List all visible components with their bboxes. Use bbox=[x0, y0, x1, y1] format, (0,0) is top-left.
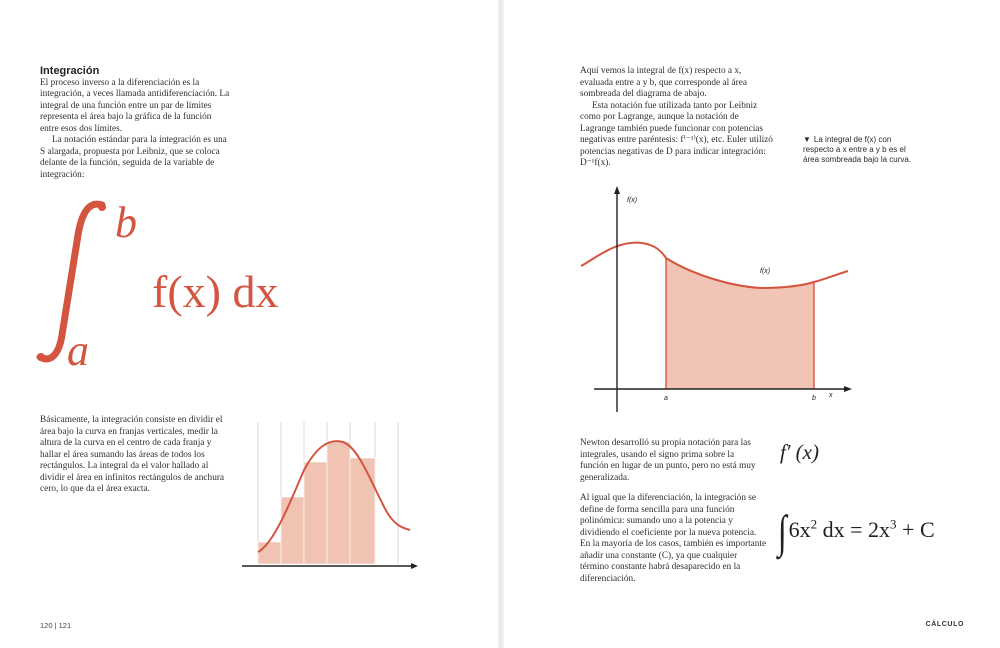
newton-paragraph: Newton desarrolló su propia notación para las integrales, usando el signo prima sobre la función en lugar de un punto, pero no está muy generalizada. bbox=[580, 438, 756, 483]
caption-text: La integral de f(x) con respecto a x entre a y b es el área sombreada bajo la curva. bbox=[803, 135, 912, 164]
integral-explanation-paragraph: Aquí vemos la integral de f(x) respecto a x, evaluada entre a y b, que corresponde al área sombreada del diagrama de abajo. bbox=[580, 66, 747, 99]
polynomial-formula bbox=[776, 505, 935, 558]
integral-sign-icon: ∫ bbox=[777, 506, 787, 557]
riemann-rect-1 bbox=[258, 542, 281, 564]
right-intro-text-block bbox=[580, 66, 776, 170]
page-numbers: 120 | 121 bbox=[40, 621, 72, 630]
intro-paragraph: El proceso inverso a la diferenciación es la integración, a veces llamada antidiferenciación. La integral de una función entre un par de límites representa el área bajo la gráfica de la función entre esos dos límites. bbox=[40, 77, 230, 134]
page-gutter bbox=[498, 0, 504, 648]
riemann-rect-4 bbox=[327, 442, 350, 564]
big-integral-formula bbox=[30, 195, 320, 380]
a-label: a bbox=[664, 395, 668, 402]
riemann-rect-5 bbox=[350, 458, 375, 564]
notation-paragraph: La notación estándar para la integración es una S alargada, propuesta por Leibniz, que se coloca delante de la función, seguida de la variable de integración: bbox=[40, 135, 227, 180]
section-label: CÁLCULO bbox=[925, 621, 964, 628]
b-label: b bbox=[812, 395, 816, 402]
newton-text-block bbox=[580, 438, 760, 484]
area-under-curve-chart bbox=[576, 186, 856, 416]
formula-lhs: 6x bbox=[788, 517, 811, 542]
lagrange-euler-paragraph: Esta notación fue utilizada tanto por Leibniz como por Lagrange, aunque la notación de Lagrange también puede funcionar con potencias negativas entre paréntesis: f⁽⁻¹⁾(x), etc. Euler utilizó potencias negativas de D para indicar integración: D⁻¹f(x). bbox=[580, 100, 773, 168]
graph-caption bbox=[803, 135, 923, 165]
riemann-rectangles-chart bbox=[238, 418, 420, 576]
caption-triangle-icon: ▼ bbox=[803, 135, 811, 144]
formula-tail: + C bbox=[896, 517, 935, 542]
y-axis-arrow-icon bbox=[614, 186, 620, 194]
y-axis-label: f(x) bbox=[627, 197, 638, 204]
rectangles-paragraph: Básicamente, la integración consiste en dividir el área bajo la curva en franjas verticales, medir la altura de la curva en el centro de cada franja y hallar el área sumando las áreas de todos los rectángulos. La integral da el valor hallado al dividir el área en infinitos rectángulos de anchura cero, lo que da el área exacta. bbox=[40, 415, 225, 494]
upper-limit: b bbox=[115, 198, 137, 247]
rectangles-text-block bbox=[40, 415, 232, 496]
polynomial-paragraph: Al igual que la diferenciación, la integración se define de forma sencilla para una función polinómica: sumando uno a la potencia y dividiendo el coeficiente por la nueva potencia. En la mayoría de los casos, también es importante añadir una constante (C), ya que cualquier término constante habrá desaparecido en la diferenciación. bbox=[580, 493, 767, 584]
integrand: f(x) dx bbox=[152, 266, 279, 317]
x-axis-arrow-icon bbox=[844, 386, 852, 392]
shaded-area bbox=[666, 258, 814, 389]
riemann-rect-2 bbox=[281, 497, 304, 564]
formula-rhs-power: 3 bbox=[890, 516, 897, 532]
formula-lhs-power: 2 bbox=[810, 516, 818, 532]
x-axis-arrow-icon bbox=[411, 563, 418, 569]
lower-limit: a bbox=[67, 326, 89, 375]
intro-text-block bbox=[40, 66, 230, 181]
section-heading: Integración bbox=[40, 65, 100, 77]
curve-label: f(x) bbox=[760, 268, 771, 275]
formula-dx: dx = 2x bbox=[817, 517, 891, 542]
polynomial-text-block bbox=[580, 493, 768, 585]
newton-formula: f′ (x) bbox=[780, 440, 819, 464]
riemann-rect-3 bbox=[304, 462, 327, 564]
x-axis-label: x bbox=[829, 392, 833, 399]
